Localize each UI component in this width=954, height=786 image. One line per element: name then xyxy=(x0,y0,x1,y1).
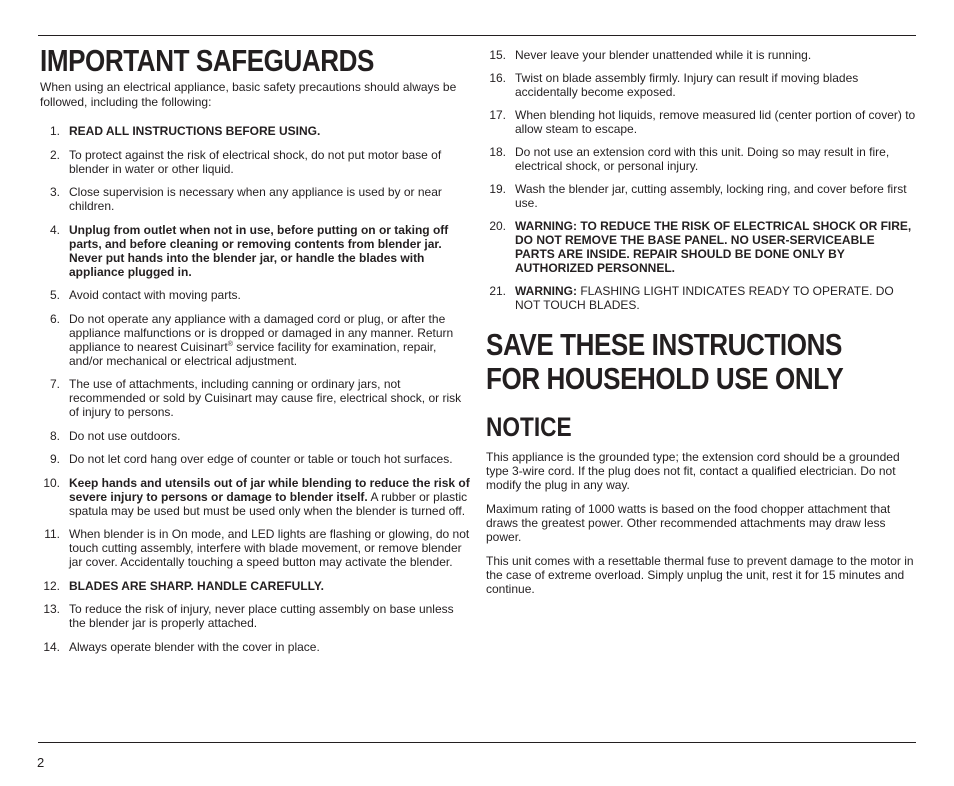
notice-paragraph: This appliance is the grounded type; the extension cord should be a grounded type 3-wire cord. If the plug does not fit, contact a qualified electrician. Do not modify the plug in any way. xyxy=(486,450,900,492)
notice-paragraph: This unit comes with a resettable thermal fuse to prevent damage to the motor in the case of extreme overload. Simply unplug the unit, rest it for 15 minutes and continue. xyxy=(486,554,914,596)
notice-heading: NOTICE xyxy=(486,412,572,442)
list-item: 9. Do not let cord hang over edge of counter or table or touch hot surfaces. xyxy=(49,452,453,466)
list-item: 18. Do not use an extension cord with this unit. Doing so may result in fire, electrical shock, or personal injury. xyxy=(489,145,890,173)
list-item: 19. Wash the blender jar, cutting assembly, locking ring, and cover before first use. xyxy=(489,182,907,210)
list-item: 16. Twist on blade assembly firmly. Injury can result if moving blades accidentally become exposed. xyxy=(489,71,859,99)
list-item: 11. When blender is in On mode, and LED lights are flashing or glowing, do not touch cutting assembly, interfere with blade movement, or remove blender jar cover. Accidentally touching a speed button may activate the blender. xyxy=(44,527,470,569)
bottom-rule xyxy=(38,742,916,743)
list-item: 5. Avoid contact with moving parts. xyxy=(49,288,241,302)
list-item: 15. Never leave your blender unattended while it is running. xyxy=(489,48,812,62)
list-item: 4. Unplug from outlet when not in use, before putting on or taking off parts, and before cleaning or removing contents from blender jar. Never put hands into the blender jar, or handle the blades with appliance plugged in. xyxy=(49,222,449,279)
save-instructions-block xyxy=(486,328,916,396)
list-item: 17. When blending hot liquids, remove measured lid (center portion of cover) to allow steam to escape. xyxy=(489,108,916,136)
list-item: 7. The use of attachments, including canning or ordinary jars, not recommended or sold by Cuisinart may cause fire, electrical shock, or risk of injury to persons. xyxy=(49,377,462,419)
page-number: 2 xyxy=(37,755,45,770)
list-item: 1. READ ALL INSTRUCTIONS BEFORE USING. xyxy=(49,124,321,138)
save-instructions-heading: SAVE THESE INSTRUCTIONS xyxy=(486,327,842,362)
notice-block xyxy=(486,412,916,596)
list-item: 21. WARNING: FLASHING LIGHT INDICATES READY TO OPERATE. DO NOT TOUCH BLADES. xyxy=(489,284,894,312)
registered-mark: ® xyxy=(227,340,233,348)
list-item: 8. Do not use outdoors. xyxy=(49,428,181,443)
list-item: 20. WARNING: TO REDUCE THE RISK OF ELECTRICAL SHOCK OR FIRE, DO NOT REMOVE THE BASE PANEL. NO USER-SERVICEABLE PARTS ARE INSIDE. REPAIR SHOULD BE DONE ONLY BY AUTHORIZED PERSONNEL. xyxy=(489,219,912,275)
list-item: 13. To reduce the risk of injury, never place cutting assembly on base unless the blender jar is properly attached. xyxy=(43,602,454,630)
intro-text: When using an electrical appliance, basic safety precautions should always be followed, including the following: xyxy=(40,80,457,109)
list-item: 3. Close supervision is necessary when any appliance is used by or near children. xyxy=(49,185,442,213)
household-use-heading: FOR HOUSEHOLD USE ONLY xyxy=(486,361,844,396)
right-column xyxy=(486,48,916,596)
list-item: 12. BLADES ARE SHARP. HANDLE CAREFULLY. xyxy=(43,578,324,593)
list-item: 10. Keep hands and utensils out of jar while blending to reduce the risk of severe injury to persons or damage to blender itself. A rubber or plastic spatula may be used but must be used only when the blender is turned off. xyxy=(43,475,470,518)
top-rule xyxy=(38,35,916,36)
left-column xyxy=(40,44,470,663)
list-item: 14. Always operate blender with the cover in place. xyxy=(43,639,320,654)
notice-paragraph: Maximum rating of 1000 watts is based on the food chopper attachment that draws the greatest power. Other recommended attachments may draw less power. xyxy=(486,502,891,544)
page-title: IMPORTANT SAFEGUARDS xyxy=(40,43,374,78)
list-item: 6. Do not operate any appliance with a damaged cord or plug, or after the appliance malfunctions or is dropped or damaged in any manner. Return appliance to nearest Cuisinart® service facility for examination, repair, and/or mechanical or electrical adjustment. xyxy=(49,311,454,368)
safeguards-list-right xyxy=(486,48,916,312)
safeguards-list-left xyxy=(40,124,470,654)
list-item: 2. To protect against the risk of electrical shock, do not put motor base of blender in water or other liquid. xyxy=(49,147,442,176)
